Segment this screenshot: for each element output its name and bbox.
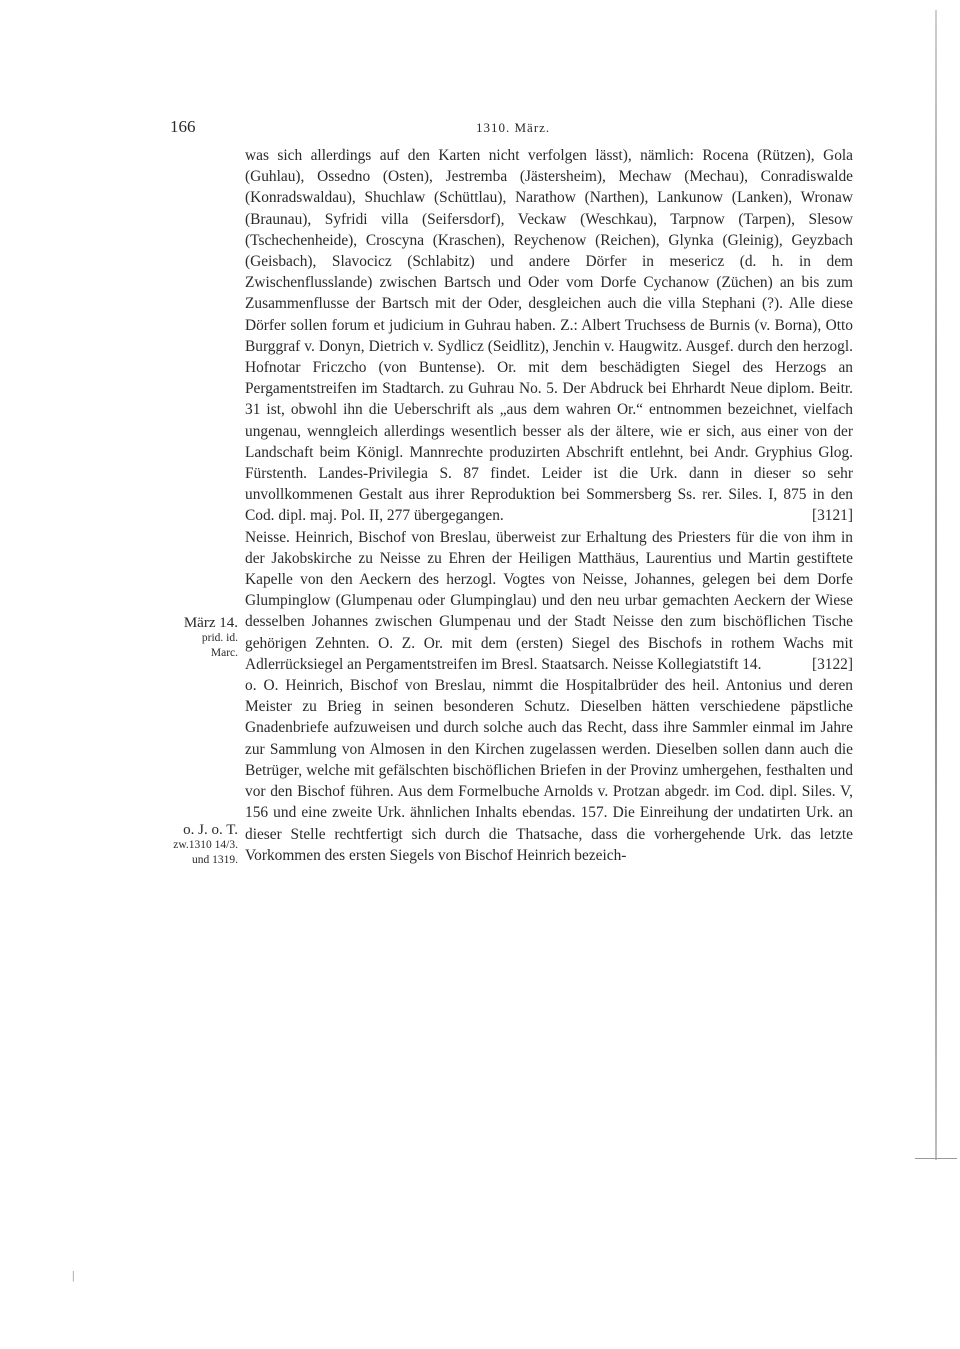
margin-date: März 14. <box>183 615 238 631</box>
margin-date-latin-2: Marc. <box>210 647 238 659</box>
margin-date-range: zw.1310 14/3. <box>173 839 238 851</box>
entry-3121 <box>245 145 853 527</box>
entry-text: was sich allerdings auf den Karten nicht verfolgen lässt), nämlich: Rocena (Rützen), Gola (Guhlau), Ossedno (Osten), Jestremba (Jästersheim), Mechaw (Mechau), Conradiswalde (Konradswaldau), Shuchlaw (Schüttlau), Narathow (Narthen), Lankunow (Lanken), Wronaw (Braunau), Syfridi villa (Seifersdorf), Veckaw (Weschkau), Tarpnow (Tarpen), Slesow (Tschechenheide), Croscyna (Kraschen), Reychenow (Reichen), Glynka (Gleinig), Geyzbach (Geisbach), Slavocicz (Schlabitz) und andere Dörfer in mesericz (d. h. in dem Zwischenflusslande) zwischen Bartsch und Oder vom Dorfe Cychanow (Züchen) an bis zum Zusammenflusse der Bartsch mit der Oder, desgleichen auch die villa Stephani (?). Alle diese Dörfer sollen forum et judicium in Guhrau haben. Z.: Albert Truchsess de Burnis (v. Borna), Otto Burggraf v. Donyn, Dietrich v. Sydlicz (Seidlitz), Jenchin v. Haugwitz. Ausgef. durch den herzogl. Hofnotar Friczcho (von Buntense). Or. mit dem beschädigten Siegel des Herzogs an Pergamentstreifen im Stadtarch. zu Guhrau No. 5. Der Abdruck bei Ehrhardt Neue diplom. Beitr. 31 ist, obwohl ihn die Ueberschrift als „aus dem wahren Or.“ entnommen bezeichnet, vielfach ungenau, wenngleich allerdings wesentlich besser als der ältere, wie er sich, aus einer von der Landschaft beim Königl. Mannrechte produzirten Abschrift entlehnt, bei Andr. Gryphius Glog. Fürstenth. Landes-Privilegia S. 87 findet. Leider ist die Urk. dann in dieser so sehr unvollkommenen Gestalt aus ihrer Reproduktion bei Sommersberg Ss. rer. Siles. I, 875 in den Cod. dipl. maj. Pol. II, 277 übergegangen. <box>245 147 853 525</box>
scan-mark: | <box>72 1268 75 1282</box>
page-number: 166 <box>170 117 196 136</box>
entry-text: Neisse. Heinrich, Bischof von Breslau, überweist zur Erhaltung des Priesters für die von ihm in der Jakobskirche zu Neisse zu Ehren der Heiligen Matthäus, Laurentius und Martin gestiftete Kapelle von den Aeckern des herzogl. Vogtes von Neisse, Johannes, gelegen bei dem Dorfe Glumpinglow (Glumpenau oder Glumpinglau) und den neu urbar gemachten Aeckern der Wiese desselben Johannes zwischen Glumpenau und der Stadt Neisse den zum bischöflichen Tische gehörigen Zehnten. O. Z. Or. mit dem (ersten) Siegel des Bischofs in rothem Wachs mit Adlerrücksiegel an Pergamentstreifen im Bresl. Staatsarch. Neisse Kollegiatstift 14. <box>245 528 853 673</box>
margin-note-maerz14 <box>160 616 238 661</box>
entry-number: [3122] <box>811 655 853 673</box>
entry-number: [3121] <box>811 507 853 525</box>
margin-date-latin: prid. id. <box>201 632 238 644</box>
entry-3122 <box>245 527 853 675</box>
margin-date-range-2: und 1319. <box>192 854 238 866</box>
scan-edge-rule-foot <box>915 1158 957 1159</box>
entry-text: o. O. Heinrich, Bischof von Breslau, nimmt die Hospitalbrüder des heil. Antonius und deren Meister zu Brieg in seinen besonderen Schutz. Dieselben hätten verschiedene päpstliche Gnadenbriefe aufzuweisen und durch solche auch das Recht, dass ihre Sammler einmal im Jahre zur Sammlung von Almosen in den Kirchen zugelassen werden. Dieselben sollen dann auch die Betrüger, welche mit gefälschten bischöflichen Briefen in der Provinz umhergehen, festhalten und vor den Bischof führen. Aus dem Formelbuche Arnolds v. Protzan abgedr. im Cod. dipl. Siles. V, 156 und eine zweite Urk. ähnlichen Inhalts ebendas. 157. Die Einreihung der undatirten Urk. an dieser Stelle rechtfertigt sich durch die Thatsache, dass die vorhergehende Urk. das letzte Vorkommen des ersten Siegels von Bischof Heinrich bezeich- <box>245 677 853 864</box>
page-header <box>0 117 960 141</box>
scan-edge-rule <box>935 10 937 1160</box>
margin-date: o. J. o. T. <box>183 822 238 838</box>
main-text <box>245 145 853 866</box>
entry-undated <box>245 675 853 866</box>
margin-note-undated <box>160 823 238 868</box>
running-head: 1310. März. <box>476 120 551 135</box>
